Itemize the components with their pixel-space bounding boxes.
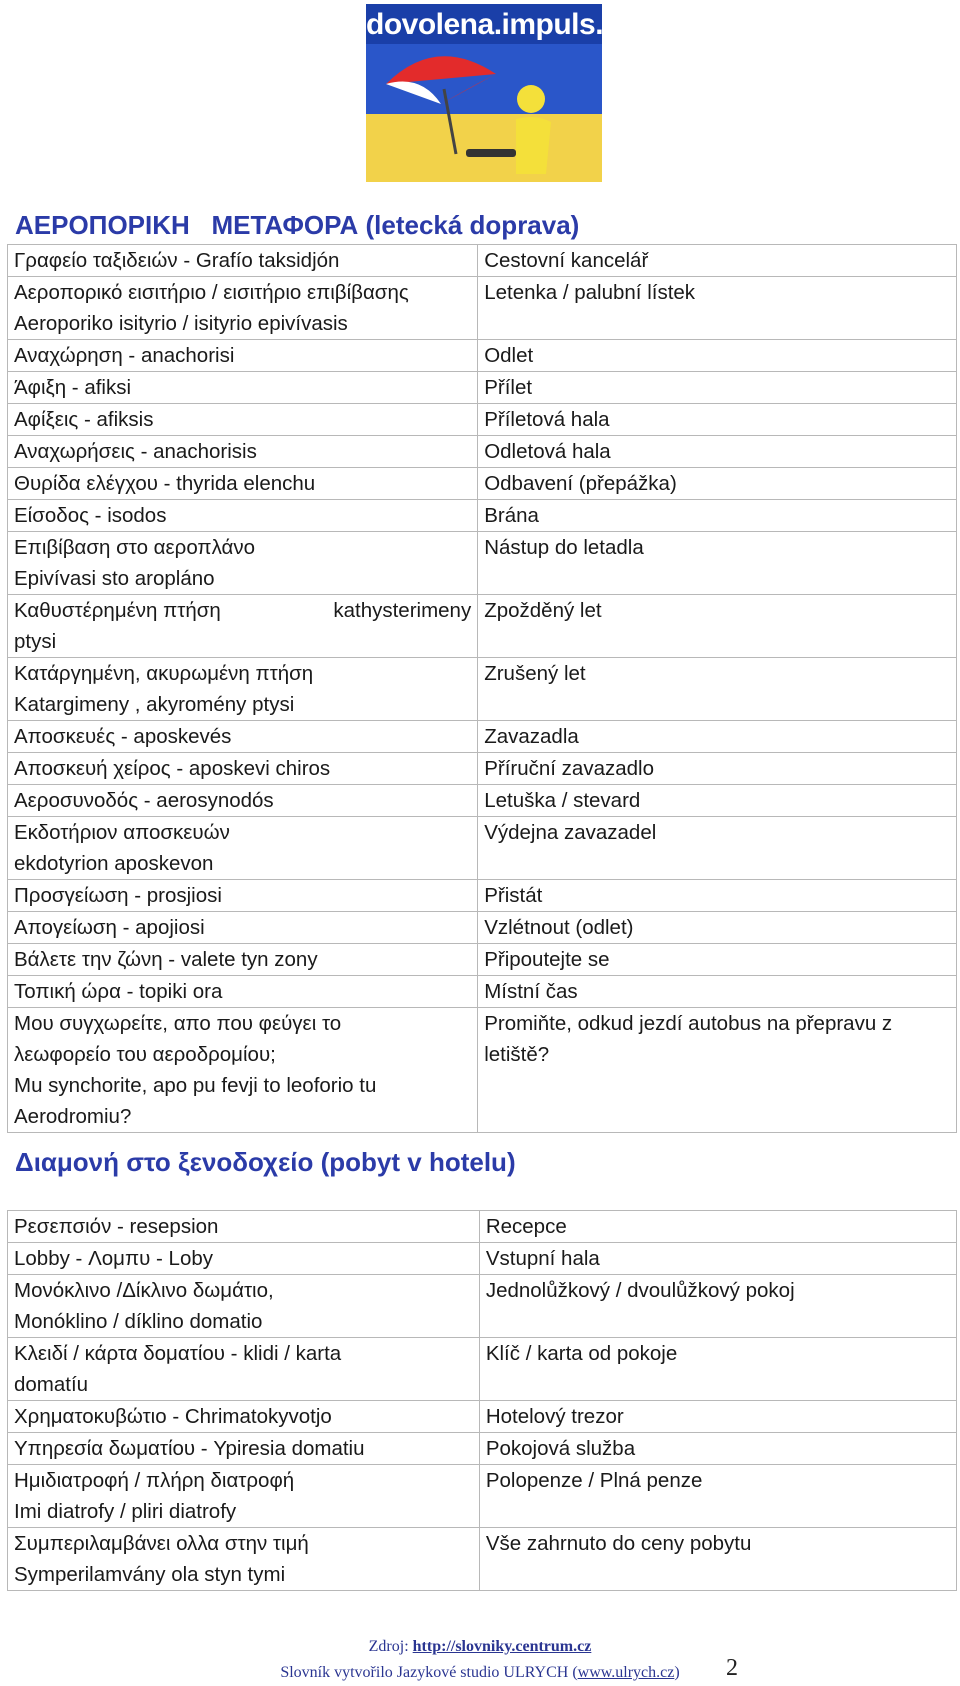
- czech-translation-line: Zpožděný let: [484, 599, 602, 622]
- czech-translation-line: Odbavení (přepážka): [484, 472, 677, 495]
- czech-translation-cell: [478, 595, 957, 658]
- greek-term-cell: [8, 468, 478, 500]
- table-row: [8, 1211, 957, 1243]
- table-row: [8, 753, 957, 785]
- czech-translation-cell: [478, 436, 957, 468]
- czech-translation-line: Nástup do letadla: [484, 536, 644, 559]
- greek-term-line: Mu synchorite, apo pu fevji to leoforio tu: [14, 1074, 377, 1097]
- section-title-air-transport: ΑΕΡΟΠΟΡΙΚΗ ΜΕΤΑΦΟΡΑ (letecká doprava): [15, 210, 580, 240]
- greek-term-line: domatíu: [14, 1373, 89, 1396]
- czech-translation-line: Místní čas: [484, 980, 578, 1003]
- czech-translation-line: Recepce: [485, 1215, 567, 1238]
- greek-term-cell: [8, 976, 478, 1008]
- czech-translation-line: Polopenze / Plná penze: [485, 1469, 703, 1492]
- greek-term-cell: [8, 1465, 480, 1528]
- greek-term-line: Θυρίδα ελέγχου - thyrida elenchu: [14, 472, 316, 495]
- greek-term-cell: [8, 372, 478, 404]
- czech-translation-line: Zavazadla: [484, 725, 579, 748]
- greek-term-cell: [8, 1243, 480, 1275]
- greek-term-line: Aerodromiu?: [14, 1105, 132, 1128]
- table-row: [8, 880, 957, 912]
- czech-translation-line: Výdejna zavazadel: [484, 821, 657, 844]
- greek-term-line: Αποσκευή χείρος - aposkevi chiros: [14, 757, 331, 780]
- greek-term-line: Χρηματοκυβώτιο - Chrimatokyvotjo: [14, 1405, 332, 1428]
- greek-term-cell: [8, 500, 478, 532]
- footer-source-label: Zdroj:: [368, 1638, 409, 1655]
- table-row: [8, 1401, 957, 1433]
- table-row: [8, 912, 957, 944]
- czech-translation-cell: [478, 245, 957, 277]
- czech-translation-line: Jednolůžkový / dvoulůžkový pokoj: [485, 1279, 795, 1302]
- czech-translation-line: Připoutejte se: [484, 948, 610, 971]
- table-row: [8, 976, 957, 1008]
- ulrych-link[interactable]: www.ulrych.cz: [577, 1664, 675, 1681]
- greek-term-line: Μονόκλινο /Δίκλινο δωμάτιο,: [14, 1279, 274, 1302]
- logo-text: dovolena.impuls.cz: [366, 8, 634, 41]
- greek-term-line: Τοπική ώρα - topiki ora: [14, 980, 223, 1003]
- table-row: [8, 436, 957, 468]
- logo: [366, 4, 634, 182]
- greek-term-line: Εκδοτήριον αποσκευών: [14, 821, 230, 844]
- czech-translation-cell: [478, 404, 957, 436]
- czech-translation-line: letiště?: [484, 1043, 550, 1066]
- greek-term-line: Imi diatrofy / pliri diatrofy: [14, 1500, 237, 1523]
- czech-translation-line: Přistát: [484, 884, 543, 907]
- greek-term-cell: [8, 785, 478, 817]
- table-row: [8, 1528, 957, 1591]
- czech-translation-cell: [479, 1243, 956, 1275]
- greek-term-line: Αναχωρήσεις - anachorisis: [14, 440, 257, 463]
- greek-term-line: Αφίξεις - afiksis: [14, 408, 154, 431]
- czech-translation-line: Vstupní hala: [485, 1247, 600, 1270]
- table-row: [8, 1243, 957, 1275]
- czech-translation-line: Promiňte, odkud jezdí autobus na přepravu z: [484, 1012, 893, 1035]
- czech-translation-cell: [478, 500, 957, 532]
- greek-term-cell: [8, 721, 478, 753]
- greek-term-cell: [8, 1338, 480, 1401]
- czech-translation-cell: [478, 277, 957, 340]
- greek-term-cell: [8, 277, 478, 340]
- table-row: [8, 785, 957, 817]
- greek-term-cell: [8, 817, 478, 880]
- greek-term-line: Epivívasi sto aropláno: [14, 567, 215, 590]
- footer-credit: [0, 1664, 960, 1682]
- greek-term-cell: [8, 1211, 480, 1243]
- greek-term-line: Κλειδί / κάρτα δοματίου - klidi / karta: [14, 1342, 342, 1365]
- greek-term-line: Συμπεριλαμβάνει ολλα στην τιμή: [14, 1532, 309, 1555]
- greek-term-line: Γραφείο ταξιδειών - Grafío taksidjón: [14, 249, 340, 272]
- table-row: [8, 721, 957, 753]
- source-link[interactable]: http://slovniky.centrum.cz: [412, 1638, 592, 1655]
- table-row: [8, 340, 957, 372]
- greek-term-line: ekdotyrion aposkevon: [14, 852, 214, 875]
- greek-term-line: Ρεσεπσιόν - resepsion: [14, 1215, 219, 1238]
- greek-term-cell: [8, 1008, 478, 1133]
- table-row: [8, 404, 957, 436]
- czech-translation-cell: [479, 1275, 956, 1338]
- czech-translation-cell: [479, 1465, 956, 1528]
- greek-term-cell: [8, 658, 478, 721]
- greek-term-line: Lobby - Λομπυ - Loby: [14, 1247, 214, 1270]
- czech-translation-line: Zrušený let: [484, 662, 586, 685]
- greek-term-line: Αποσκευές - aposkevés: [14, 725, 232, 748]
- czech-translation-cell: [478, 817, 957, 880]
- greek-term-line: Κατάργημένη, ακυρωμένη πτήση: [14, 662, 314, 685]
- czech-translation-line: Klíč / karta od pokoje: [485, 1342, 678, 1365]
- footer-credit-suffix: ): [674, 1664, 680, 1681]
- greek-term-cell: [8, 944, 478, 976]
- table-row: [8, 1008, 957, 1133]
- greek-term-text: Καθυστέρημένη πτήση: [14, 599, 221, 622]
- czech-translation-line: Vzlétnout (odlet): [484, 916, 634, 939]
- page-number: 2: [726, 1655, 738, 1681]
- table-row: [8, 1433, 957, 1465]
- czech-translation-cell: [479, 1528, 956, 1591]
- czech-translation-cell: [479, 1433, 956, 1465]
- greek-term-line: Μου συγχωρείτε, απο που φεύγει το: [14, 1012, 342, 1035]
- czech-translation-line: Pokojová služba: [485, 1437, 636, 1460]
- greek-term-line: Απογείωση - apojiosi: [14, 916, 205, 939]
- greek-term-line: Επιβίβαση στο αεροπλάνο: [14, 536, 256, 559]
- table-row: [8, 944, 957, 976]
- czech-translation-cell: [478, 721, 957, 753]
- greek-term-cell: [8, 912, 478, 944]
- czech-translation-cell: [478, 372, 957, 404]
- czech-translation-cell: [478, 340, 957, 372]
- greek-term-cell: [8, 340, 478, 372]
- table-row: [8, 277, 957, 340]
- greek-term-cell: [8, 1433, 480, 1465]
- greek-term-cell: [8, 1401, 480, 1433]
- greek-term-line: Symperilamvány ola styn tymi: [14, 1563, 286, 1586]
- czech-translation-cell: [478, 785, 957, 817]
- table-row: [8, 532, 957, 595]
- greek-term-cell: [8, 595, 478, 658]
- greek-term-line: Αναχώρηση - anachorisi: [14, 344, 235, 367]
- greek-term-line: Katargimeny , akyromény ptysi: [14, 693, 295, 716]
- greek-term-line: Υπηρεσία δωματίου - Ypiresia domatiu: [14, 1437, 365, 1460]
- czech-translation-cell: [478, 532, 957, 595]
- greek-term-cell: [8, 245, 478, 277]
- greek-term-line: Ημιδιατροφή / πλήρη διατροφή: [14, 1469, 295, 1492]
- footer-source: [0, 1638, 960, 1656]
- czech-translation-cell: [478, 944, 957, 976]
- czech-translation-cell: [478, 976, 957, 1008]
- table-row: [8, 1275, 957, 1338]
- czech-translation-line: Letenka / palubní lístek: [484, 281, 696, 304]
- greek-term-line: Προσγείωση - prosjiosi: [14, 884, 222, 907]
- greek-term-line: Aeroporiko isityrio / isityrio epivívasis: [14, 312, 348, 335]
- czech-translation-cell: [478, 753, 957, 785]
- czech-translation-line: Příletová hala: [484, 408, 610, 431]
- greek-term-line: Αεροσυνοδός - aerosynodós: [14, 789, 274, 812]
- czech-translation-line: Brána: [484, 504, 539, 527]
- greek-term-cell: [8, 532, 478, 595]
- greek-term-cell: [8, 1275, 480, 1338]
- greek-transliteration-text: kathysterimeny: [333, 599, 472, 622]
- section-title-hotel-stay: Διαμονή στο ξενοδοχείο (pobyt v hotelu): [15, 1147, 516, 1177]
- greek-term-line: ptysi: [14, 630, 57, 653]
- greek-term-line: Άφιξη - afiksi: [14, 376, 132, 399]
- czech-translation-cell: [478, 1008, 957, 1133]
- czech-translation-cell: [478, 468, 957, 500]
- czech-translation-line: Přílet: [484, 376, 533, 399]
- greek-term-cell: [8, 436, 478, 468]
- czech-translation-cell: [478, 880, 957, 912]
- czech-translation-cell: [478, 658, 957, 721]
- czech-translation-cell: [479, 1338, 956, 1401]
- air-transport-table: [7, 244, 957, 1133]
- czech-translation-line: Příruční zavazadlo: [484, 757, 654, 780]
- greek-term-cell: [8, 753, 478, 785]
- czech-translation-cell: [479, 1401, 956, 1433]
- greek-term-line: [14, 595, 471, 626]
- table-row: [8, 1338, 957, 1401]
- table-row: [8, 595, 957, 658]
- greek-term-line: Monóklino / díklino domatio: [14, 1310, 263, 1333]
- footer-credit-prefix: Slovník vytvořilo Jazykové studio ULRYCH (: [280, 1664, 578, 1681]
- czech-translation-line: Odlet: [484, 344, 534, 367]
- greek-term-line: λεωφορείο του αεροδρομίου;: [14, 1043, 276, 1066]
- czech-translation-cell: [478, 912, 957, 944]
- greek-term-cell: [8, 404, 478, 436]
- greek-term-cell: [8, 880, 478, 912]
- table-row: [8, 817, 957, 880]
- greek-term-line: Αεροπορικό εισιτήριο / εισιτήριο επιβίβασης: [14, 281, 409, 304]
- greek-term-cell: [8, 1528, 480, 1591]
- hotel-stay-table: [7, 1210, 957, 1591]
- table-row: [8, 658, 957, 721]
- table-row: [8, 245, 957, 277]
- greek-term-line: Είσοδος - isodos: [14, 504, 167, 527]
- czech-translation-line: Cestovní kancelář: [484, 249, 649, 272]
- czech-translation-cell: [479, 1211, 956, 1243]
- table-row: [8, 372, 957, 404]
- czech-translation-line: Odletová hala: [484, 440, 611, 463]
- czech-translation-line: Vše zahrnuto do ceny pobytu: [485, 1532, 752, 1555]
- table-row: [8, 468, 957, 500]
- table-row: [8, 1465, 957, 1528]
- greek-term-line: Βάλετε την ζώνη - valete tyn zony: [14, 948, 318, 971]
- czech-translation-line: Letuška / stevard: [484, 789, 641, 812]
- czech-translation-line: Hotelový trezor: [485, 1405, 624, 1428]
- table-row: [8, 500, 957, 532]
